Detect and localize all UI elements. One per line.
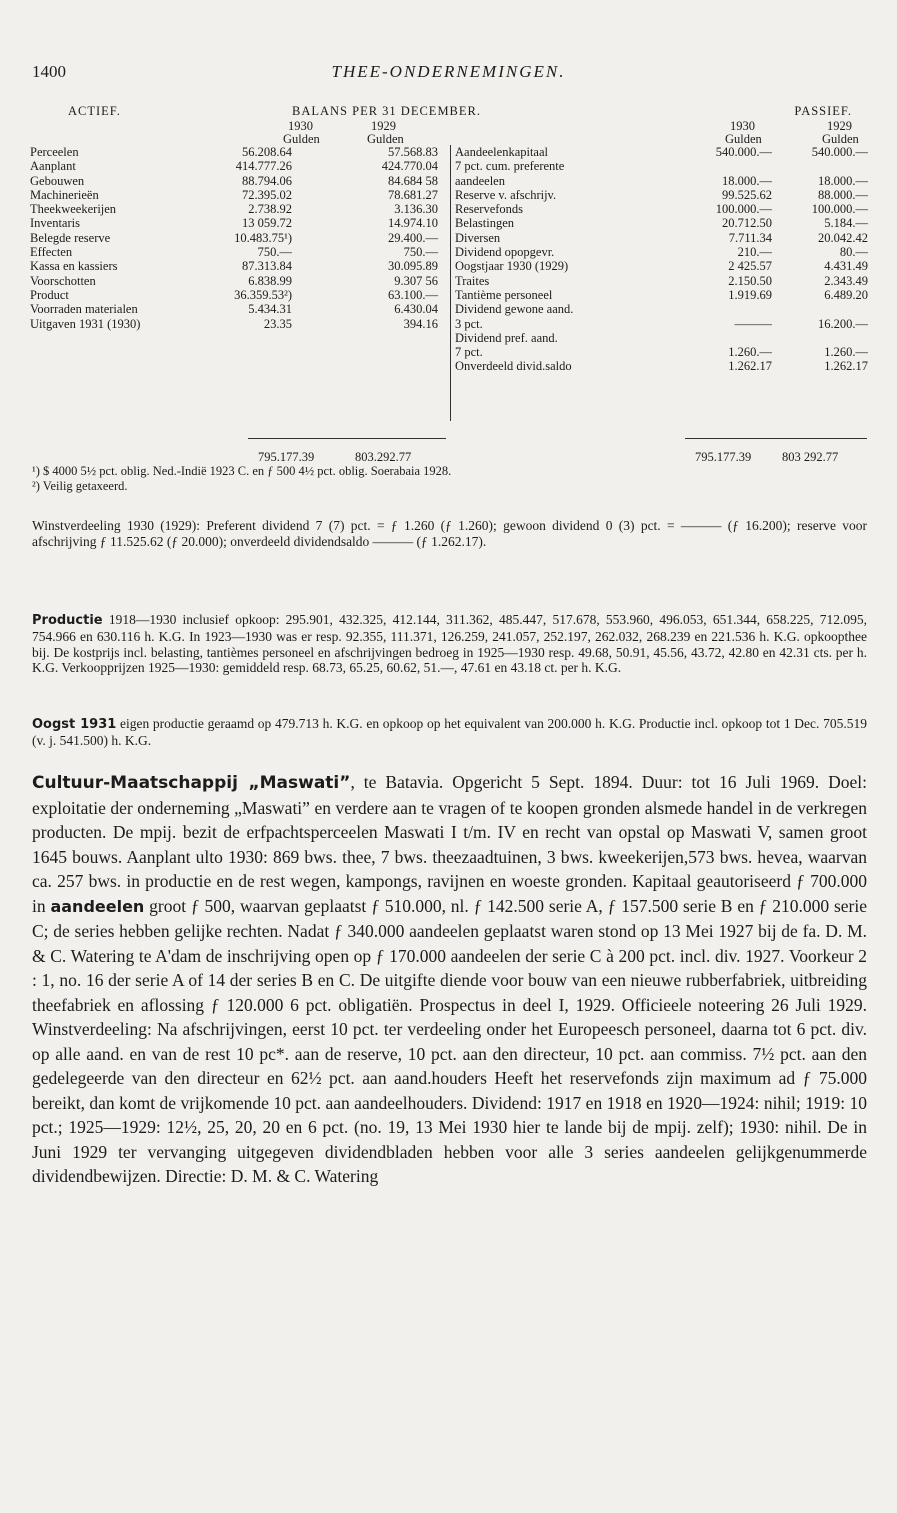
company-text-aandeelen: aandeelen	[50, 896, 145, 916]
activa-label: Theekweekerijen	[30, 202, 117, 217]
activa-value-1929: 750.—	[403, 245, 438, 260]
activa-label: Effecten	[30, 245, 73, 260]
activa-label: Product	[30, 287, 69, 302]
activa-label: Kassa en kassiers	[30, 259, 118, 274]
passiva-label: Reservefonds	[455, 202, 524, 217]
page-number: 1400	[32, 62, 66, 81]
passiva-row	[455, 245, 870, 259]
activa-value-1930: 23.35	[263, 316, 292, 331]
activa-row	[30, 216, 450, 230]
activa-value-1930: 88.794.06	[242, 173, 292, 188]
passiva-value-1930: 18.000.—	[722, 173, 772, 188]
unit-label: Gulden	[367, 132, 404, 146]
passiva-row	[455, 274, 870, 288]
activa-value-1929: 424.770.04	[381, 159, 438, 174]
oogst-text: eigen productie geraamd op 479.713 h. K.G. en opkoop op het equivalent van 200.000 h. K.G. Productie incl. opkoop tot 1 Dec. 705.519 (v. j. 541.500) h. K.G.	[32, 716, 867, 748]
activa-value-1930: 414.777.26	[235, 159, 292, 174]
company-name: Cultuur-Maatschappij „Maswati”	[32, 773, 351, 793]
page-header	[32, 62, 865, 86]
company-paragraph	[32, 770, 867, 1189]
passiva-label: Diversen	[455, 230, 501, 245]
passiva-total-1930: 795.177.39	[695, 450, 752, 464]
passiva-row	[455, 202, 870, 216]
activa-value-1930: 6.838.99	[248, 273, 292, 288]
productie-label: Productie	[32, 613, 103, 628]
activa-row	[30, 159, 450, 173]
activa-value-1930: 5.434.31	[248, 302, 292, 317]
passiva-label: Reserve v. afschrijv.	[455, 187, 557, 202]
activa-total-rule	[248, 438, 446, 439]
activa-value-1929: 63.100.—	[388, 287, 438, 302]
activa-row	[30, 188, 450, 202]
passiva-label: aandeelen	[455, 173, 505, 188]
passiva-value-1930: 100.000.—	[715, 202, 772, 217]
year-1930-passiva: 1930	[730, 119, 755, 133]
activa-label: Uitgaven 1931 (1930)	[30, 316, 141, 331]
activa-value-1930: 750.—	[257, 245, 292, 260]
passiva-total-rule	[685, 438, 867, 439]
activa-label: Aanplant	[30, 159, 76, 174]
passiva-label: Aandeelenkapitaal	[455, 145, 549, 159]
passiva-value-1929: 2.343.49	[824, 273, 868, 288]
passiva-label: 7 pct. cum. preferente	[455, 159, 565, 174]
passiva-value-1930: ———	[734, 316, 772, 331]
activa-value-1930: 87.313.84	[242, 259, 292, 274]
activa-row	[30, 245, 450, 259]
passiva-row	[455, 174, 870, 188]
passiva-value-1929: 1.262.17	[824, 359, 868, 374]
activa-row	[30, 145, 450, 159]
activa-value-1929: 84.684 58	[388, 173, 438, 188]
activa-value-1929: 3.136.30	[394, 202, 438, 217]
passiva-value-1929: 4.431.49	[824, 259, 868, 274]
passiva-row	[455, 359, 870, 373]
balance-columns	[30, 145, 870, 445]
passiva-label: Tantième personeel	[455, 287, 553, 302]
balance-heading	[30, 104, 870, 119]
activa-value-1929: 6.430.04	[394, 302, 438, 317]
passiva-value-1930: 210.—	[737, 245, 772, 260]
activa-value-1930: 56.208.64	[242, 145, 292, 159]
activa-value-1929: 57.568.83	[388, 145, 438, 159]
activa-value-1929: 78.681.27	[388, 187, 438, 202]
activa-row	[30, 317, 450, 331]
passiva-label: 3 pct.	[455, 316, 483, 331]
activa-label: Belegde reserve	[30, 230, 111, 245]
passiva-row	[455, 288, 870, 302]
passiva-value-1930: 2.150.50	[728, 273, 772, 288]
footnote-2: ²) Veilig getaxeerd.	[32, 479, 128, 493]
activa-label: Voorschotten	[30, 273, 96, 288]
unit-label: Gulden	[822, 132, 859, 146]
passiva-total-1929: 803 292.77	[782, 450, 839, 464]
winstverdeeling-paragraph: Winstverdeeling 1930 (1929): Preferent dividend 7 (7) pct. = ƒ 1.260 (ƒ 1.260); gewoon dividend 0 (3) pct. = ——— (ƒ 16.200); reserve voor afschrijving ƒ 11.525.62 (ƒ 20.000); onverdeeld dividendsaldo ——— (ƒ 1.262.17).	[32, 518, 867, 549]
activa-value-1930: 36.359.53²)	[234, 287, 292, 302]
year-header-row	[30, 119, 870, 132]
passiva-label: Dividend opopgevr.	[455, 245, 555, 260]
oogst-label: Oogst 1931	[32, 717, 117, 732]
passiva-row	[455, 302, 870, 316]
passiva-value-1930: 20.712.50	[722, 216, 772, 231]
passiva-value-1929: 5.184.—	[824, 216, 868, 231]
activa-label: ACTIEF.	[68, 104, 121, 118]
unit-label: Gulden	[283, 132, 320, 146]
footnote-1: ¹) $ 4000 5½ pct. oblig. Ned.-Indië 1923 C. en ƒ 500 4½ pct. oblig. Soerabaia 1928.	[32, 464, 452, 478]
activa-row	[30, 202, 450, 216]
totals-row	[30, 450, 870, 464]
passiva-row	[455, 345, 870, 359]
passiva-row	[455, 145, 870, 159]
activa-row	[30, 288, 450, 302]
passiva-row	[455, 188, 870, 202]
activa-value-1929: 30.095.89	[388, 259, 438, 274]
passiva-value-1929: 18.000.—	[818, 173, 868, 188]
passiva-value-1929: 88.000.—	[818, 187, 868, 202]
passiva-value-1930: 1.260.—	[728, 345, 772, 360]
passiva-row	[455, 317, 870, 331]
year-1929-activa: 1929	[371, 119, 396, 133]
passiva-row	[455, 259, 870, 273]
balance-title: BALANS PER 31 DECEMBER.	[292, 104, 481, 118]
activa-value-1930: 10.483.75¹)	[234, 230, 292, 245]
activa-value-1929: 14.974.10	[388, 216, 438, 231]
activa-label: Perceelen	[30, 145, 79, 159]
activa-value-1929: 394.16	[403, 316, 438, 331]
passiva-row	[455, 331, 870, 345]
balance-sheet	[30, 104, 870, 493]
activa-column	[30, 145, 450, 331]
activa-value-1930: 72.395.02	[242, 187, 292, 202]
activa-value-1930: 13 059.72	[242, 216, 292, 231]
passiva-value-1930: 540.000.—	[715, 145, 772, 159]
company-text-rest: groot ƒ 500, waarvan geplaatst ƒ 510.000, nl. ƒ 142.500 serie A, ƒ 157.500 serie B en ƒ 210.000 serie C; de series hebben gelijke rechten. Nadat ƒ 340.000 aandeelen geplaatst waren stond op 13 Mei 1927 bij de fa. D. M. & C. Watering te A'dam de inschrijving open op ƒ 170.000 aandeelen der serie C à 200 pct. incl. div. 1927. Voorkeur 2 : 1, no. 16 der serie A of 14 der series B en C. De uitgifte diende voor bouw van een nieuwe rubberfabriek, uitbreiding theefabriek en aflossing ƒ 120.000 6 pct. obligatiën. Prospectus in deel I, 1929. Officieele noteering 26 Juli 1929. Winstverdeeling: Na afschrijvingen, eerst 10 pct. ter verdeeling onder het Europeesch personeel, daarna tot 6 pct. div. op alle aand. en van de rest 10 pc*. aan de reserve, 10 pct. aan den directeur, 10 pct. aan commiss. 7½ pct. aan den gedelegeerde van den directeur en 62½ pct. aan aand.houders Heeft het reservefonds zijn maximum ad ƒ 75.000 bereikt, dan komt de vrijkomende 10 pct. aan aandeelhouders. Dividend: 1917 en 1918 en 1920—1924: nihil; 1919: 10 pct.; 1925—1929: 12½, 25, 20, 20 en 6 pct. (no. 19, 13 Mei 1930 hier te lande bij de mpij. zelf); 1930: nihil. De in Juni 1929 ter vervanging uitgegeven dividendbladen hebben voor alle 3 series aandeelen gelijkgenummerde dividendbewijzen. Directie: D. M. & C. Watering	[32, 895, 867, 1186]
activa-label: Voorraden materialen	[30, 302, 138, 317]
passiva-value-1929: 540.000.—	[811, 145, 868, 159]
passiva-label: Belastingen	[455, 216, 515, 231]
passiva-label: Dividend pref. aand.	[455, 330, 558, 345]
year-1930-activa: 1930	[288, 119, 313, 133]
productie-paragraph	[32, 612, 867, 676]
passiva-label: PASSIEF.	[794, 104, 852, 118]
activa-row	[30, 302, 450, 316]
passiva-row	[455, 231, 870, 245]
passiva-label: Dividend gewone aand.	[455, 302, 574, 317]
passiva-row	[455, 159, 870, 173]
passiva-value-1930: 1.262.17	[728, 359, 772, 374]
unit-label: Gulden	[725, 132, 762, 146]
passiva-value-1929: 1.260.—	[824, 345, 868, 360]
passiva-row	[455, 216, 870, 230]
passiva-label: Onverdeeld divid.saldo	[455, 359, 572, 374]
passiva-column	[450, 145, 870, 421]
activa-row	[30, 274, 450, 288]
year-1929-passiva: 1929	[827, 119, 852, 133]
unit-header-row	[30, 132, 870, 145]
activa-total-1929: 803.292.77	[355, 450, 412, 464]
passiva-label: Oogstjaar 1930 (1929)	[455, 259, 569, 274]
passiva-value-1930: 2 425.57	[728, 259, 772, 274]
activa-value-1930: 2.738.92	[248, 202, 292, 217]
productie-text: 1918—1930 inclusief opkoop: 295.901, 432.325, 412.144, 311.362, 485.447, 517.678, 553.960, 496.053, 651.344, 658.225, 712.095, 754.966 en 630.116 h. K.G. In 1923—1930 was er resp. 92.355, 111.371, 126.259, 241.057, 252.197, 262.032, 268.239 en 221.536 h. K.G. opkoopthee bij. De kostprijs incl. belasting, tantièmes personeel en afschrijvingen bedroeg in 1925—1930 resp. 49.68, 50.91, 45.56, 43.72, 42.80 en 42.31 cts. per h. K.G. Verkoopprijzen 1925—1930: gemiddeld resp. 68.73, 65.25, 60.62, 51.—, 47.61 en 43.18 ct. per h. K.G.	[32, 612, 867, 676]
oogst-paragraph	[32, 716, 867, 749]
passiva-value-1929: 16.200.—	[818, 316, 868, 331]
activa-value-1929: 9.307 56	[394, 273, 438, 288]
passiva-label: 7 pct.	[455, 345, 483, 360]
company-text: , te Batavia. Opgericht 5 Sept. 1894. Duur: tot 16 Juli 1969. Doel: exploitatie der onderneming „Maswati” en verdere aan te vragen of te koopen gronden alsmede handel in de verkregen producten. De mpij. bezit de erfpachtsperceelen Maswati I t/m. IV en recht van opstal op Maswati V, samen groot 1645 bouws. Aanplant ulto 1930: 869 bws. thee, 7 bws. theezaadtuinen, 3 bws. kweekerijen,573 bws. hevea, waarvan ca. 257 bws. in productie en de rest wegen, kampongs, ravijnen en woeste gronden. Kapitaal geautoriseerd ƒ 700.000 in	[32, 772, 867, 916]
passiva-value-1930: 1.919.69	[728, 287, 772, 302]
activa-label: Machinerieën	[30, 187, 99, 202]
activa-label: Inventaris	[30, 216, 80, 231]
activa-total-1930: 795.177.39	[258, 450, 315, 464]
passiva-value-1929: 6.489.20	[824, 287, 868, 302]
passiva-value-1929: 80.—	[839, 245, 868, 260]
passiva-value-1929: 20.042.42	[818, 230, 868, 245]
activa-row	[30, 259, 450, 273]
activa-row	[30, 174, 450, 188]
passiva-value-1930: 99.525.62	[722, 187, 772, 202]
passiva-value-1929: 100.000.—	[811, 202, 868, 217]
activa-label: Gebouwen	[30, 173, 85, 188]
activa-row	[30, 231, 450, 245]
running-title: THEE-ONDERNEMINGEN.	[331, 62, 566, 81]
passiva-label: Traites	[455, 273, 490, 288]
activa-value-1929: 29.400.—	[388, 230, 438, 245]
passiva-value-1930: 7.711.34	[728, 230, 772, 245]
